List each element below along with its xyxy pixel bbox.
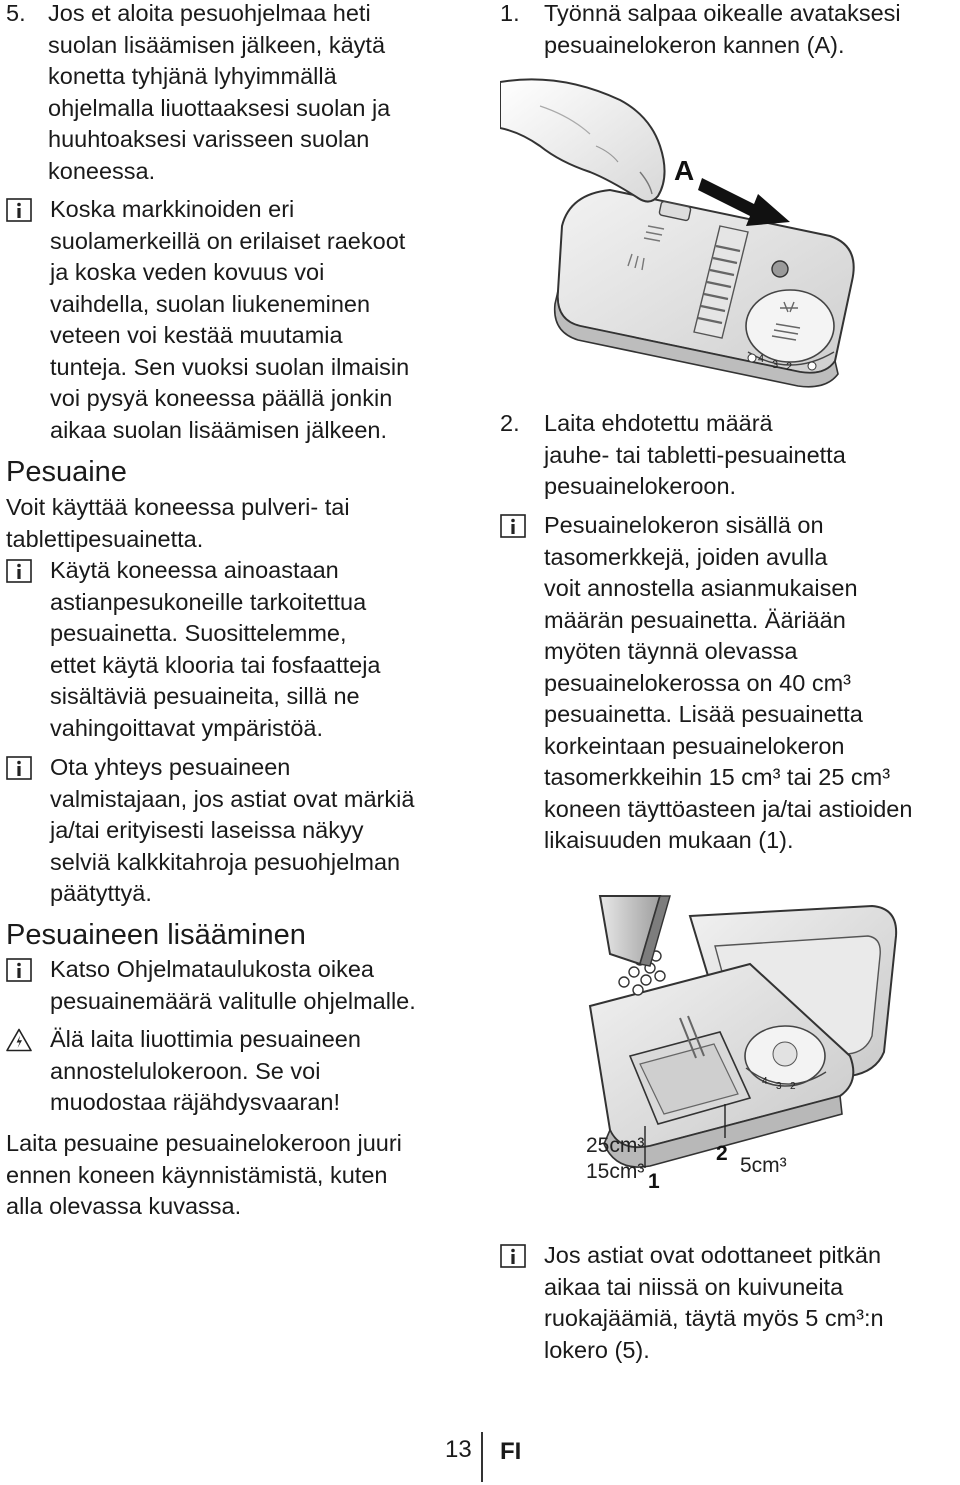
- step-text: Laita ehdotettu määrä jauhe- tai tabletti-pesuainetta pesuainelokeroon.: [544, 410, 846, 499]
- dispenser-fill-illustration: [500, 886, 910, 1196]
- level-label-5: 5cm³: [740, 1154, 787, 1177]
- info-icon: [6, 756, 32, 780]
- paragraph: Laita pesuaine pesuainelokeroon juuri ennen koneen käynnistämistä, kuten alla olevassa kuvassa.: [6, 1130, 402, 1219]
- figure-label-2: 2: [716, 1142, 728, 1165]
- figure-label-1: 1: [648, 1170, 660, 1193]
- level-label-15: 15cm³: [586, 1160, 645, 1183]
- level-label-25: 25cm³: [586, 1134, 645, 1157]
- language-code: FI: [500, 1438, 522, 1465]
- info-icon: [500, 1244, 526, 1268]
- info-note: Ota yhteys pesuaineen valmistajaan, jos astiat ovat märkiä ja/tai erityisesti laseissa näkyy selviä kalkkitahroja pesuohjelman päätyttyä.: [50, 754, 415, 906]
- svg-text:3: 3: [772, 359, 779, 371]
- list-item-text: Jos et aloita pesuohjelmaa heti suolan lisäämisen jälkeen, käytä konetta tyhjänä lyhyimmällä ohjelmalla liuottaaksesi suolan ja huuhtoaksesi varisseen suolan koneessa.: [48, 0, 391, 184]
- info-icon: [6, 958, 32, 982]
- section-heading: Pesuaineen lisääminen: [6, 919, 306, 951]
- svg-text:4: 4: [758, 353, 765, 365]
- info-note: Käytä koneessa ainoastaan astianpesukoneille tarkoitettua pesuainetta. Suosittelemme, ettet käytä klooria tai fosfaatteja sisältäviä pesuaineita, sillä ne vahingoittavat ympäristöä.: [50, 557, 381, 741]
- step-text: Työnnä salpaa oikealle avataksesi pesuainelokeron kannen (A).: [544, 0, 901, 58]
- info-icon: [500, 514, 526, 538]
- page-number: 13: [445, 1436, 472, 1463]
- svg-text:4: 4: [762, 1076, 768, 1087]
- svg-text:3: 3: [776, 1081, 782, 1092]
- step-number: 1.: [500, 0, 520, 26]
- svg-text:2: 2: [790, 1081, 796, 1092]
- step-number: 2.: [500, 410, 520, 436]
- info-note: Jos astiat ovat odottaneet pitkän aikaa tai niissä on kuivuneita ruokajäämiä, täytä myös 5 cm³:n lokero (5).: [544, 1242, 884, 1363]
- warning-note: Älä laita liuottimia pesuaineen annostelulokeroon. Se voi muodostaa räjähdysvaaran!: [50, 1026, 361, 1115]
- paragraph: Voit käyttää koneessa pulveri- tai tablettipesuainetta.: [6, 494, 350, 552]
- info-icon: [6, 559, 32, 583]
- info-icon: [6, 198, 32, 222]
- info-note: Katso Ohjelmataulukosta oikea pesuainemäärä valitulle ohjelmalle.: [50, 956, 416, 1014]
- warning-icon: [6, 1028, 32, 1052]
- info-note: Pesuainelokeron sisällä on tasomerkkejä, joiden avulla voit annostella asianmukaisen määrän pesuainetta. Ääriään myöten täynnä olevassa pesuainelokerossa on 40 cm³ pesuainetta. Lisää pesuainetta korkeintaan pesuainelokeron tasomerkkeihin 15 cm³ tai 25 cm³ koneen täyttöasteen ja/tai astioiden likaisuuden mukaan (1).: [544, 512, 913, 853]
- dispenser-latch-illustration: [500, 76, 910, 394]
- list-number: 5.: [6, 0, 26, 26]
- info-note: Koska markkinoiden eri suolamerkeillä on erilaiset raekoot ja koska veden kovuus voi vaihdella, suolan liukeneminen veteen voi kestää muutamia tunteja. Sen vuoksi suolan ilmaisin voi pysyä koneessa päällä jonkin aikaa suolan lisäämisen jälkeen.: [50, 196, 410, 443]
- section-heading: Pesuaine: [6, 456, 127, 488]
- figure-label-a: A: [674, 155, 695, 186]
- footer-divider: [481, 1432, 483, 1482]
- svg-text:2: 2: [786, 361, 793, 373]
